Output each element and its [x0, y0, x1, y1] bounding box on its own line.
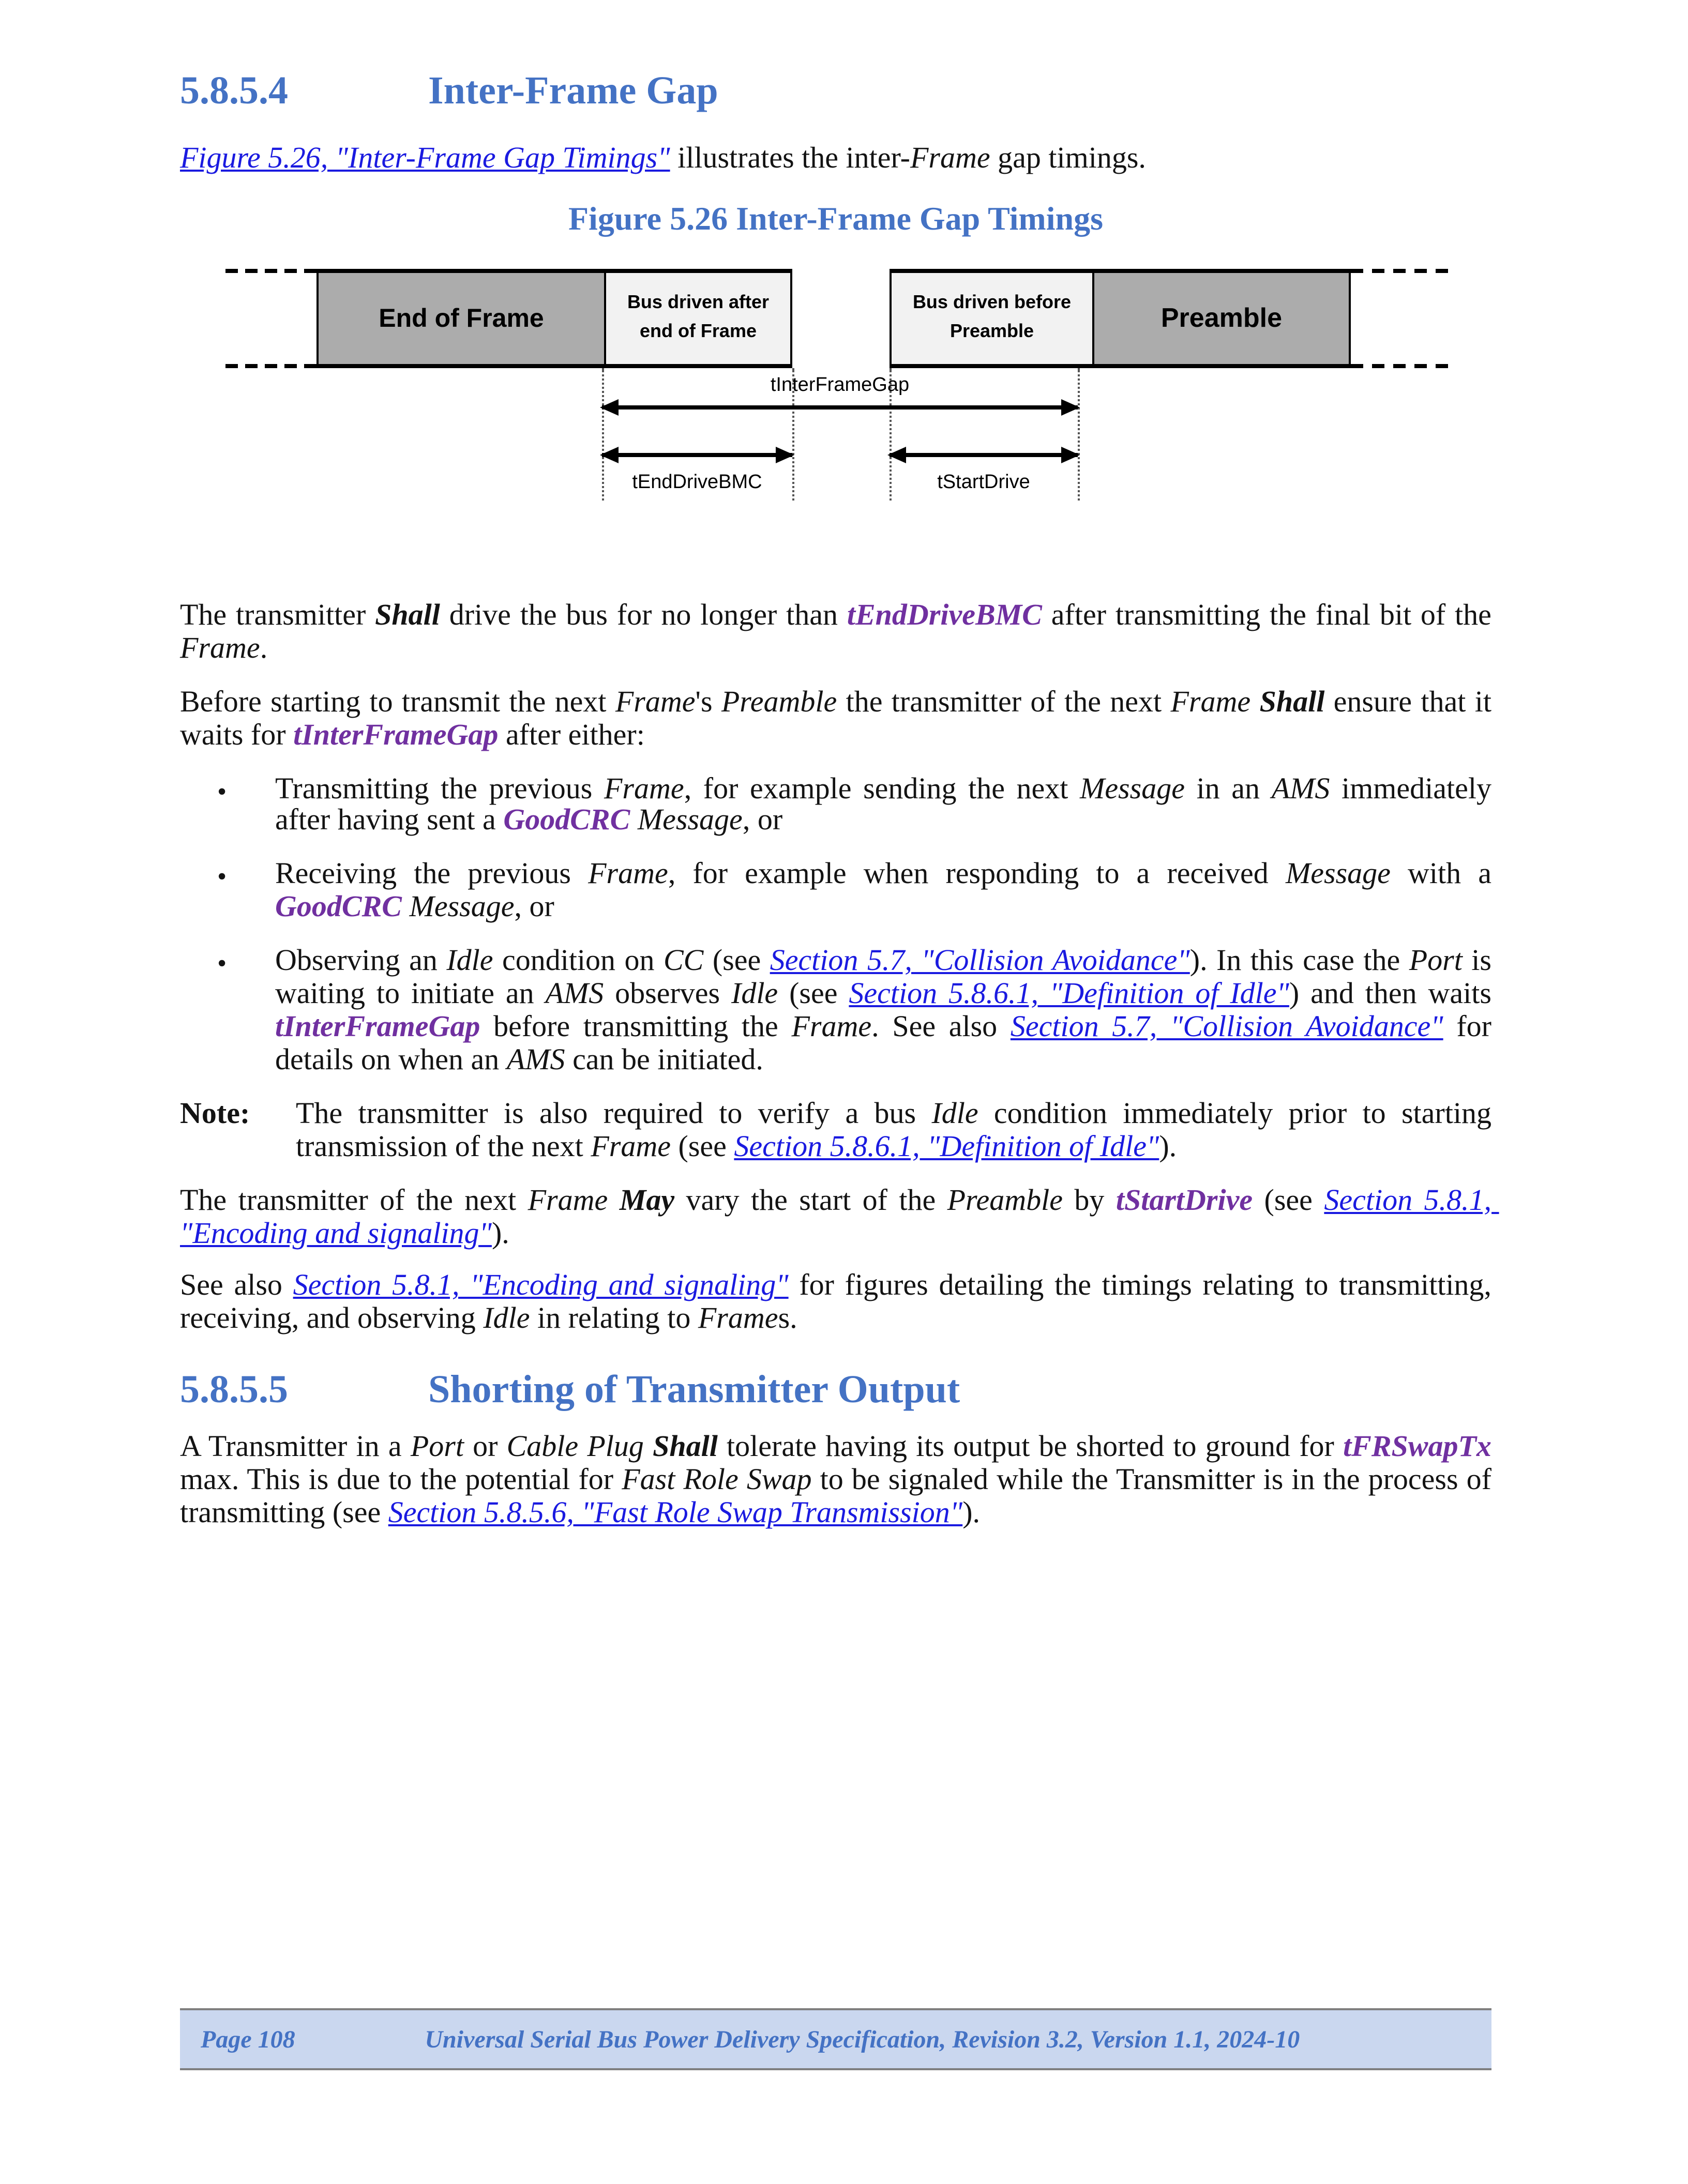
- figure-inter-frame-gap-timings: [180, 269, 1491, 513]
- text-run: Frame: [528, 1184, 608, 1218]
- cross-reference-link[interactable]: Section 5.8.1, "Encoding and signaling": [293, 1270, 789, 1304]
- intro-paragraph: [180, 145, 1491, 178]
- text-run: , for example sending the next: [684, 772, 1080, 806]
- text-run: The transmitter of the next: [180, 1184, 528, 1218]
- text-run: (see: [1253, 1184, 1324, 1218]
- text-run: . See also: [871, 1011, 1011, 1044]
- text-run: Shall: [1259, 686, 1325, 719]
- bullet-text: [275, 772, 1499, 840]
- text-run: (see: [703, 945, 770, 979]
- paragraph-tenddrivebmc: [180, 599, 1499, 668]
- text-run: Message: [1080, 772, 1185, 806]
- text-run: Frame: [1170, 686, 1251, 719]
- text-run: [402, 892, 410, 925]
- bullet-marker: •: [217, 947, 227, 979]
- text-run: vary the start of the: [674, 1184, 947, 1218]
- text-run: drive the bus for no longer than: [440, 599, 847, 633]
- bus-driven-before-preamble-box: [890, 273, 1094, 364]
- bus-driven-after-end-box: [604, 273, 792, 364]
- cross-reference-link[interactable]: Section 5.8.1, "Encoding and signaling": [180, 1184, 1499, 1250]
- text-run: See also: [180, 1270, 293, 1304]
- paragraph-before-starting: [180, 686, 1499, 754]
- text-run: Port: [1409, 945, 1463, 979]
- bus-dashed-line-top-left: [225, 269, 317, 273]
- note-block: [180, 1098, 1499, 1165]
- text-run: for details on when an: [275, 1011, 1499, 1078]
- bus-driven-after-end-label: Bus driven after end of Frame: [627, 292, 770, 341]
- paragraph-tstartdrive: [180, 1184, 1499, 1252]
- paragraph-see-also: [180, 1270, 1499, 1339]
- text-run: GoodCRC: [503, 805, 630, 839]
- end-of-frame-label: End of Frame: [379, 304, 544, 333]
- bullet-marker: •: [217, 861, 227, 892]
- section-heading-5-8-5-4: [180, 68, 1491, 118]
- preamble-box: [1094, 273, 1351, 364]
- text-run: CC: [664, 945, 704, 979]
- text-run: ensure that it waits for: [180, 686, 1499, 752]
- figure-caption: Figure 5.26 Inter-Frame Gap Timings: [568, 202, 1103, 238]
- footer-document-title: Universal Serial Bus Power Delivery Specification, Revision 3.2, Version 1.1, 2024-10: [425, 2024, 1300, 2053]
- text-run: Receiving the previous: [275, 859, 589, 892]
- cross-reference-link[interactable]: Figure 5.26, "Inter-Frame Gap Timings": [180, 143, 670, 176]
- section-number: 5.8.5.4: [180, 70, 288, 114]
- text-run: is waiting to initiate an: [275, 945, 1499, 1012]
- text-run: Port: [410, 1431, 464, 1465]
- text-run: for figures detailing the timings relating to transmitting, receiving, and observing: [180, 1270, 1499, 1337]
- end-of-frame-box: [317, 273, 604, 364]
- guide-line-bus-before-end: [1078, 368, 1080, 501]
- text-run: ).: [962, 1497, 981, 1531]
- text-run: Preamble: [947, 1184, 1063, 1218]
- text-run: tInterFrameGap: [293, 719, 499, 752]
- text-run: Frame: [615, 686, 696, 719]
- page-footer: [180, 2008, 1491, 2070]
- text-run: Observing an: [275, 945, 447, 979]
- text-run: Idle: [446, 945, 493, 979]
- text-run: Idle: [931, 1098, 978, 1131]
- text-run: GoodCRC: [275, 892, 402, 925]
- text-run: observes: [604, 978, 731, 1012]
- section-title: Shorting of Transmitter Output: [428, 1369, 960, 1413]
- text-run: can be initiated.: [565, 1044, 763, 1078]
- cross-reference-link[interactable]: Section 5.8.5.6, "Fast Role Swap Transmission": [388, 1497, 963, 1531]
- text-run: Message: [1285, 859, 1391, 892]
- text-run: after either:: [498, 719, 645, 752]
- text-run: Shall: [653, 1431, 718, 1465]
- text-run: , or: [514, 892, 554, 925]
- section-number: 5.8.5.5: [180, 1369, 288, 1413]
- text-run: , or: [742, 805, 783, 839]
- text-run: immediately after having sent a: [275, 772, 1499, 839]
- text-run: (see: [671, 1130, 734, 1164]
- text-run: Frame: [180, 632, 260, 666]
- text-run: after transmitting the final bit of the: [1042, 599, 1499, 633]
- bullet-text: [275, 945, 1499, 1080]
- section-title: Inter-Frame Gap: [428, 70, 718, 114]
- text-run: Frame: [910, 143, 990, 176]
- text-run: tolerate having its output be shorted to ground for: [717, 1431, 1344, 1465]
- cross-reference-link[interactable]: Section 5.7, "Collision Avoidance": [1010, 1011, 1443, 1044]
- bullet-transmitting: [180, 772, 1499, 840]
- text-run: Idle: [731, 978, 778, 1012]
- bullet-receiving: [180, 859, 1499, 927]
- text-run: The transmitter: [180, 599, 375, 633]
- text-run: gap timings.: [990, 143, 1146, 176]
- text-run: May: [619, 1184, 675, 1218]
- note-label: Note:: [180, 1098, 250, 1131]
- text-run: tFRSwapTx: [1343, 1431, 1491, 1465]
- text-run: (see: [778, 978, 849, 1012]
- bus-dashed-line-bottom-left: [225, 364, 317, 368]
- text-run: before transmitting the: [480, 1011, 792, 1044]
- text-run: the transmitter of the next: [837, 686, 1171, 719]
- text-run: Frame: [588, 859, 668, 892]
- text-run: Idle: [483, 1303, 530, 1337]
- text-run: tStartDrive: [1116, 1184, 1253, 1218]
- text-run: Shall: [375, 599, 440, 633]
- tenddrivebmc-arrow: [602, 453, 792, 457]
- cross-reference-link[interactable]: Section 5.7, "Collision Avoidance": [770, 945, 1190, 979]
- text-run: Before starting to transmit the next: [180, 686, 615, 719]
- paragraph-shorting: [180, 1431, 1499, 1533]
- text-run: AMS: [1271, 772, 1330, 806]
- text-run: in an: [1185, 772, 1272, 806]
- text-run: tEndDriveBMC: [847, 599, 1042, 633]
- text-run: [608, 1184, 619, 1217]
- text-run: ). In this case the: [1189, 945, 1409, 979]
- text-run: condition immediately prior to starting transmission of the next: [296, 1098, 1499, 1164]
- note-text: [296, 1098, 1499, 1165]
- bullet-observing-idle: [180, 945, 1499, 1080]
- tinterframegap-arrow: [602, 405, 1078, 410]
- text-run: Preamble: [721, 686, 837, 719]
- text-run: Message: [409, 892, 515, 925]
- text-run: in relating to: [530, 1303, 698, 1337]
- bus-driven-before-preamble-label: Bus driven before Preamble: [912, 292, 1072, 341]
- cross-reference-link[interactable]: Section 5.8.6.1, "Definition of Idle": [849, 978, 1289, 1012]
- bus-group-preamble: [890, 269, 1351, 368]
- text-run: or: [463, 1431, 507, 1465]
- tinterframegap-label: tInterFrameGap: [770, 374, 910, 397]
- text-run: by: [1063, 1184, 1116, 1218]
- text-run: ) and then waits: [1289, 978, 1499, 1012]
- preamble-label: Preamble: [1160, 302, 1283, 334]
- section-heading-5-8-5-5: [180, 1368, 1491, 1417]
- text-run: condition on: [493, 945, 664, 979]
- text-run: tInterFrameGap: [275, 1011, 480, 1044]
- text-run: Frame: [698, 1303, 778, 1337]
- text-run: Frame: [591, 1130, 671, 1164]
- tstartdrive-label: tStartDrive: [937, 471, 1030, 494]
- bus-dashed-line-bottom-right: [1351, 364, 1448, 368]
- text-run: AMS: [506, 1044, 565, 1078]
- text-run: Fast Role Swap: [622, 1464, 812, 1498]
- text-run: Cable Plug: [506, 1431, 644, 1465]
- text-run: Frame: [604, 772, 684, 806]
- text-run: A Transmitter in a: [180, 1431, 411, 1465]
- footer-page-number: Page 108: [201, 2024, 295, 2053]
- cross-reference-link[interactable]: Section 5.8.6.1, "Definition of Idle": [734, 1130, 1159, 1164]
- text-run: [644, 1432, 653, 1465]
- text-run: The transmitter is also required to verify a bus: [296, 1098, 932, 1131]
- text-run: , for example when responding to a received: [668, 859, 1286, 892]
- tstartdrive-arrow: [890, 453, 1078, 457]
- text-run: ).: [491, 1217, 509, 1250]
- text-run: [630, 806, 638, 839]
- text-run: with a: [1390, 859, 1499, 892]
- bullet-marker: •: [217, 775, 227, 806]
- text-run: Message: [637, 805, 743, 839]
- text-run: Transmitting the previous: [275, 772, 604, 806]
- text-run: 's: [695, 686, 721, 719]
- bullet-text: [275, 859, 1499, 927]
- text-run: Frame: [791, 1011, 872, 1044]
- text-run: AMS: [545, 978, 604, 1012]
- bus-dashed-line-top-right: [1351, 269, 1448, 273]
- text-run: s.: [778, 1303, 797, 1337]
- bus-group-end-of-frame: [317, 269, 792, 368]
- text-run: ).: [1159, 1130, 1177, 1164]
- text-run: illustrates the inter-: [670, 143, 910, 176]
- text-run: max. This is due to the potential for: [180, 1431, 1499, 1498]
- text-run: [1250, 686, 1259, 719]
- text-run: to be signaled while the Transmitter is in the process of transmitting (see: [180, 1464, 1499, 1531]
- text-run: .: [260, 632, 268, 666]
- tenddrivebmc-label: tEndDriveBMC: [632, 471, 762, 494]
